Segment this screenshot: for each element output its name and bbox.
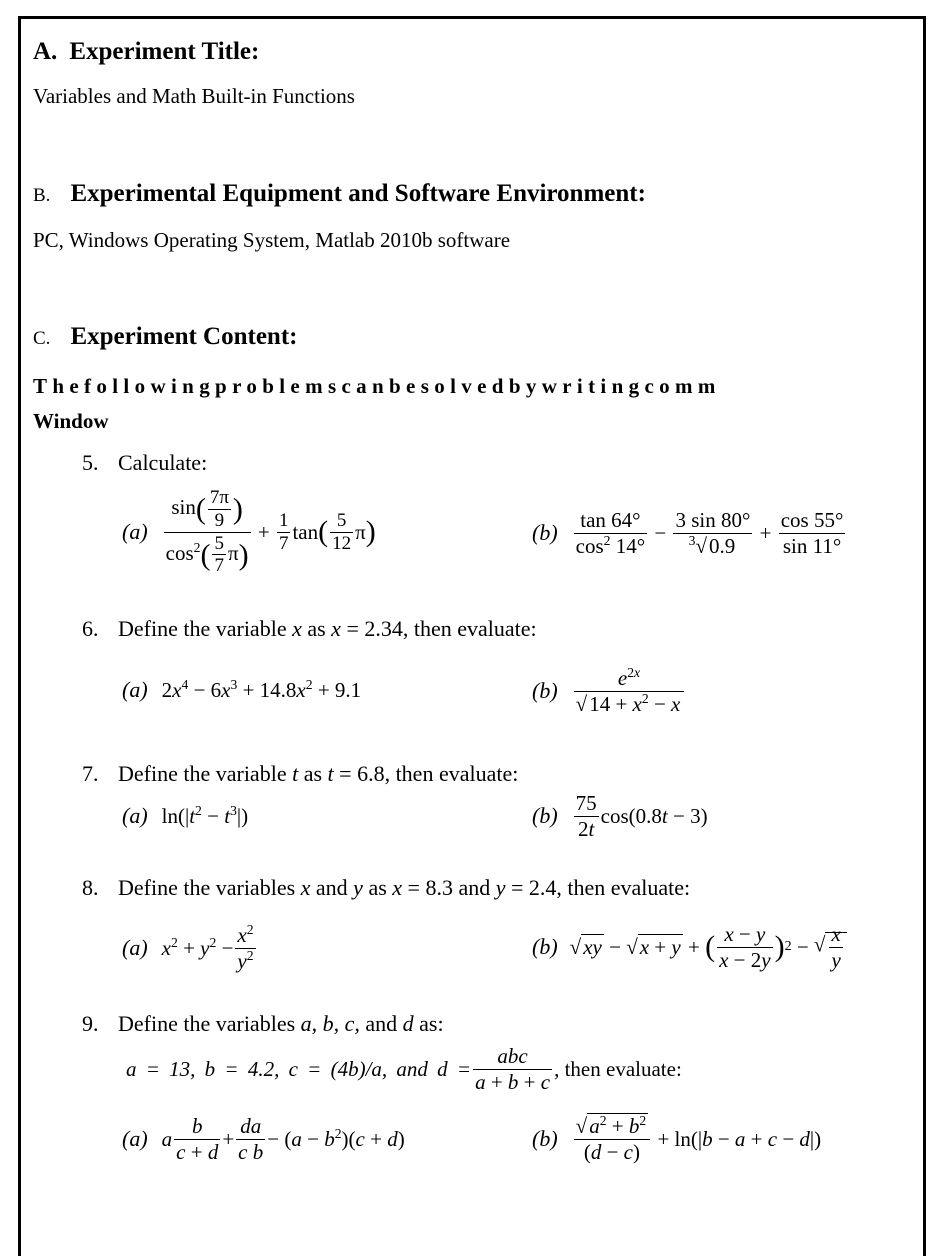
- problem-5-statement: [82, 450, 207, 476]
- section-c-title: Experiment Content: [70, 323, 290, 350]
- section-b-text: PC, Windows Operating System, Matlab 2010b software: [33, 228, 511, 252]
- label-b: (b): [532, 934, 558, 959]
- variable: t: [327, 761, 334, 786]
- problem-text: as: [362, 875, 393, 900]
- problem-9a-formula: (a) a $\frac{b}{c + d}$ + $\frac{da}{\text{c b}}$ − $(a - b^2)(c + d)$: [122, 1114, 405, 1164]
- variable: y: [353, 875, 363, 900]
- section-b-heading: [33, 180, 646, 208]
- problem-number: 8.: [82, 875, 99, 900]
- variable: y: [495, 875, 506, 900]
- problem-text: a = 13, b = 4.2, c = (4b)/a, and d =: [126, 1056, 472, 1081]
- variable: x: [392, 875, 403, 900]
- section-b-title: Experimental Equipment and Software Environment: [70, 180, 638, 207]
- problem-text: = 2.34, then evaluate:: [340, 616, 537, 641]
- label-b: (b): [532, 803, 558, 828]
- section-c-intro-line1: Thefollowingproblemscanbesolvedbywritingcomm: [33, 374, 721, 398]
- problem-text: , then evaluate:: [554, 1056, 682, 1081]
- variable: x: [331, 616, 341, 641]
- variable: t: [292, 761, 299, 786]
- label-a: (a): [122, 677, 148, 702]
- problem-number: 7.: [82, 761, 99, 786]
- problem-text: and: [359, 1011, 403, 1036]
- problem-7a-formula: (a) $\ln(|t^2 - t^3|)$: [122, 802, 249, 828]
- problem-6b-formula: (b) $\frac{e^{2x}}{√14 + x^2 - x}$: [532, 655, 686, 727]
- problem-9-statement: [82, 1011, 444, 1037]
- variable: x: [292, 616, 302, 641]
- problem-text: = 2.4, then evaluate:: [505, 875, 691, 900]
- variable: x: [300, 875, 311, 900]
- problem-5b-formula: (b) $\frac{\tan 64^\circ}{\cos^2 14^\circ}$ − $\frac{3 \sin 80^\circ}{^3√0.9}$ + $\frac{\cos 55^\circ}{\sin 11^\circ}$: [532, 508, 844, 558]
- problem-6a-formula: (a) $2x^4 - 6x^3 + 14.8x^2 + 9.1$: [122, 676, 362, 702]
- problem-text: Define the variable: [118, 616, 293, 641]
- problem-9-definitions: a = 13, b = 4.2, c = (4b)/a, and d = $\frac{\text{abc}}{a + b + c}$ , then evaluate:: [126, 1044, 682, 1094]
- section-c-heading: [33, 323, 298, 351]
- problem-text: Calculate:: [118, 450, 208, 475]
- problem-6-statement: [82, 616, 537, 642]
- problem-number: 5.: [82, 450, 99, 475]
- section-a-colon: :: [251, 38, 260, 65]
- section-a-heading: [33, 38, 259, 66]
- problem-text: = 6.8, then evaluate:: [333, 761, 519, 786]
- label-a: (a): [122, 935, 148, 960]
- section-a-letter: A.: [33, 38, 58, 65]
- problem-8a-formula: (a) $x^2 + y^2$ − $\frac{x^2}{y^2}$: [122, 922, 254, 973]
- problem-number: 6.: [82, 616, 99, 641]
- section-b-letter: B.: [33, 185, 51, 206]
- problem-text: and: [310, 875, 354, 900]
- problem-8-statement: [82, 875, 690, 901]
- variable: d: [402, 1011, 414, 1036]
- problem-text: = 8.3 and: [402, 875, 496, 900]
- problem-5a-formula: (a) sin( $\frac{7\pi}{9}$ ) $\cos^2$( $\frac{5}{7}$ π) + $\frac{1}{7}$ tan ( $\frac{5}{12}$ π ): [122, 486, 376, 577]
- problem-text: as:: [413, 1011, 444, 1036]
- label-b: (b): [532, 1126, 558, 1151]
- label-a: (a): [122, 803, 148, 828]
- problem-number: 9.: [82, 1011, 99, 1036]
- section-b-colon: :: [637, 180, 646, 207]
- section-a-title: Experiment Title: [69, 38, 252, 65]
- problem-7-statement: [82, 761, 518, 787]
- fraction-sin-over-cos: sin( $\frac{7\pi}{9}$ ) $\cos^2$( $\frac{5}{7}$ π): [165, 486, 249, 577]
- section-a-text: Variables and Math Built-in Functions: [33, 84, 355, 108]
- problem-text: Define the variable: [118, 761, 293, 786]
- label-a: (a): [122, 1126, 148, 1151]
- label-a: (a): [122, 519, 148, 544]
- problem-9b-formula: (b) $\frac{√a^2 + b^2}{(d - c)}$ + ln(|b − a + c − d|): [532, 1113, 822, 1164]
- section-c-intro-line2: Window: [33, 409, 109, 433]
- problem-text: as: [298, 761, 328, 786]
- problem-text: Define the variables: [118, 875, 301, 900]
- problem-text: Define the variables: [118, 1011, 301, 1036]
- label-b: (b): [532, 678, 558, 703]
- problem-7b-formula: (b) $\frac{75}{2t}$ cos(0.8t − 3): [532, 791, 708, 841]
- problem-text: as: [301, 616, 332, 641]
- label-b: (b): [532, 520, 558, 545]
- section-c-colon: :: [289, 323, 298, 350]
- problem-8b-formula: (b) √xy − √x + y + ( $\frac{x - y}{x - 2y}$ ) 2 − √ $\frac{x}{y}$: [532, 918, 847, 976]
- variable: a, b, c,: [300, 1011, 360, 1036]
- section-c-letter: C.: [33, 328, 51, 349]
